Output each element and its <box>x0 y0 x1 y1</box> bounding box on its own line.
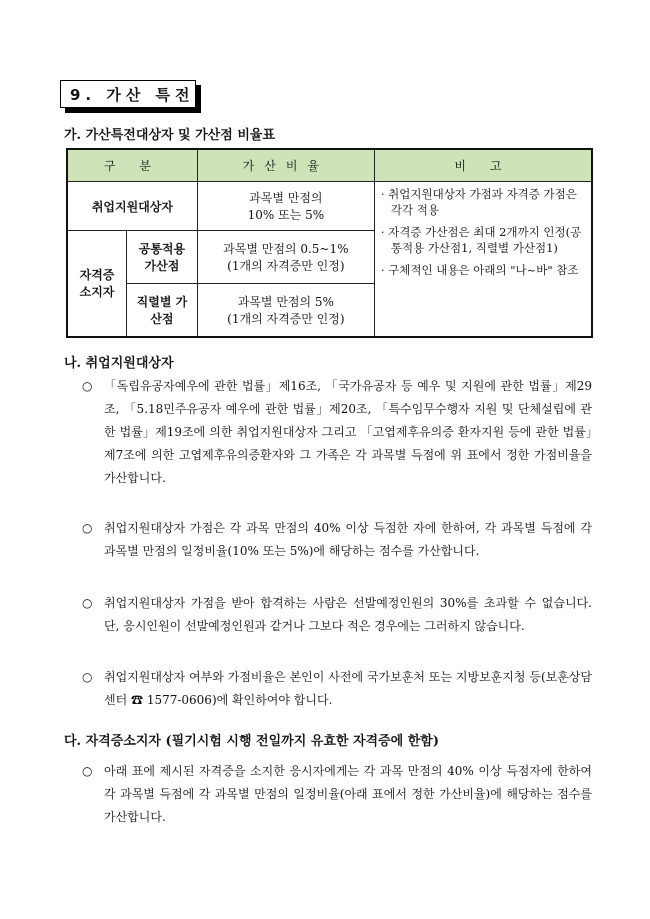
remarks-cell <box>374 182 592 337</box>
list-item-text: 취업지원대상자 가점을 받아 합격하는 사람은 선발예정인원의 30%를 초과할 수 없습니다. 단, 응시인원이 선발예정인원과 같거나 그보다 적은 경우에는 그러하지 않습니다. <box>104 596 592 633</box>
row1-ratio-line1: 과목별 만점의 <box>249 191 323 205</box>
remark-item: · 취업지원대상자 가점과 자격증 가점은 각각 적용 <box>380 187 577 217</box>
bonus-ratio-table <box>66 148 593 338</box>
row2-ratio-line1: 과목별 만점의 0.5~1% <box>223 242 349 256</box>
remark-item: · 구체적인 내용은 아래의 "나~바" 참조 <box>380 263 579 277</box>
group-label-line2: 소지자 <box>79 285 115 300</box>
list-item-text: 취업지원대상자 가점은 각 과목 만점의 40% 이상 득점한 자에 한하여, 각 과목별 득점에 각 과목별 만점의 일정비율(10% 또는 5%)에 해당하는 점수를 가산합니다. <box>104 521 592 558</box>
row3-label: 직렬별 가산점 <box>127 284 198 337</box>
row2-ratio-line2: (1개의 자격증만 인정) <box>227 259 345 273</box>
table-row <box>67 182 592 231</box>
list-item-text: 아래 표에 제시된 자격증을 소지한 응시자에게는 각 과목 만점의 40% 이상 득점자에 한하여 각 과목별 득점에 각 과목별 만점의 일정비율(아래 표에서 정한 가산비율)에 해당하는 점수를 가산합니다. <box>104 764 592 824</box>
group-label-line1: 자격증 <box>79 268 115 283</box>
bullet-glyph: ○ <box>82 596 93 610</box>
header-category: 구 분 <box>67 149 197 182</box>
list-item-text: 취업지원대상자 여부와 가점비율은 본인이 사전에 국가보훈처 또는 지방보훈지청 등(보훈상담센터 ☎ 1577-0606)에 확인하여야 합니다. <box>104 670 592 707</box>
row2-label: 공통적용 가산점 <box>127 231 198 284</box>
bullet-glyph: ○ <box>82 670 93 684</box>
row3-ratio-line1: 과목별 만점의 5% <box>237 294 334 309</box>
list-item <box>82 760 592 829</box>
subsection-a-heading: 가. 가산특전대상자 및 가산점 비율표 <box>64 128 275 143</box>
header-remarks: 비 고 <box>374 149 592 182</box>
list-item <box>82 592 592 638</box>
subsection-c-heading: 다. 자격증소지자 (필기시험 시행 전일까지 유효한 자격증에 한함) <box>64 734 440 749</box>
list-item <box>82 375 592 490</box>
bullet-glyph: ○ <box>82 379 93 393</box>
list-item <box>82 517 592 563</box>
remark-item: · 자격증 가산점은 최대 2개까지 인정(공통적용 가산점1, 직렬별 가산점1) <box>380 225 582 255</box>
subsection-b-heading: 나. 취업지원대상자 <box>64 356 174 371</box>
row2-ratio <box>197 231 374 284</box>
row1-ratio <box>197 182 374 231</box>
row3-ratio-line2: (1개의 자격증만 인정) <box>227 311 345 326</box>
row1-ratio-line2: 10% 또는 5% <box>247 208 325 222</box>
table-header-row <box>67 149 592 182</box>
header-ratio: 가산비율 <box>197 149 374 182</box>
row1-label: 취업지원대상자 <box>67 182 197 231</box>
bullet-glyph: ○ <box>82 521 93 535</box>
bullet-glyph: ○ <box>82 764 93 778</box>
group-label <box>67 231 127 337</box>
section-title: 9. 가산 특전 <box>60 80 196 108</box>
list-item <box>82 666 592 712</box>
row3-ratio <box>197 284 374 337</box>
list-item-text: 「독립유공자예우에 관한 법률」제16조, 「국가유공자 등 예우 및 지원에 관한 법률」제29조, 「5.18민주유공자 예우에 관한 법률」제20조, 「특수임무수행자 지원 및 단체설립에 관한 법률」제19조에 의한 취업지원대상자 그리고 「고엽제후유의증 환자지원 등에 관한 법률」제7조에 의한 고엽제후유의증환자와 그 가족은 각 과목별 득점에 위 표에서 정한 가점비율을 가산합니다. <box>104 379 592 485</box>
